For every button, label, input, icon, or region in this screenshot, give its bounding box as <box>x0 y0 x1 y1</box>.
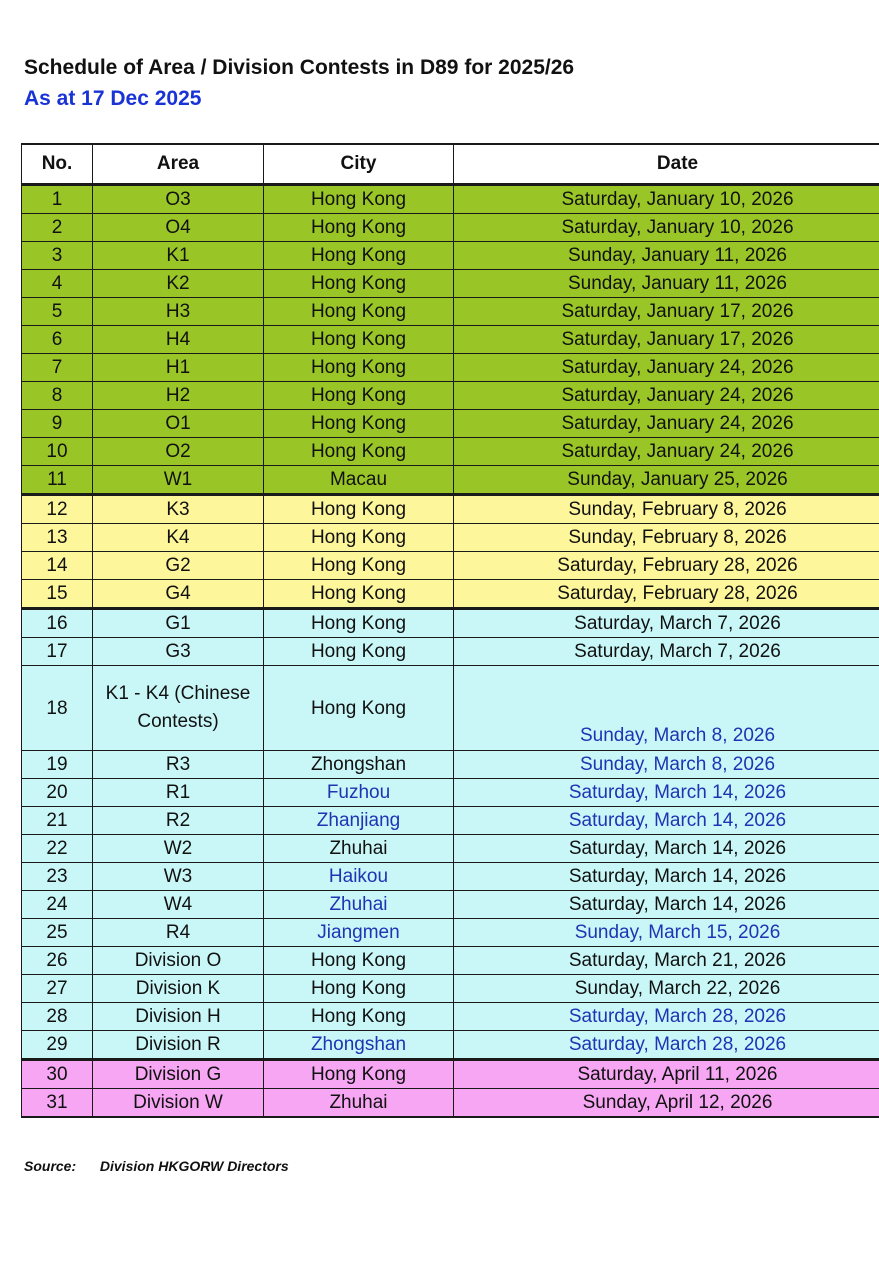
page-title: Schedule of Area / Division Contests in D89 for 2025/26 <box>24 56 575 79</box>
cell-date: Saturday, March 14, 2026 <box>454 807 879 835</box>
cell-city: Macau <box>264 466 454 495</box>
cell-date: Saturday, March 28, 2026 <box>454 1031 879 1060</box>
cell-city: Hong Kong <box>264 638 454 666</box>
cell-date: Sunday, March 22, 2026 <box>454 975 879 1003</box>
table-row <box>22 891 879 919</box>
cell-no: 24 <box>22 891 93 919</box>
table-row <box>22 552 879 580</box>
table-row <box>22 354 879 382</box>
cell-city: Zhongshan <box>264 1031 454 1060</box>
cell-city: Hong Kong <box>264 1060 454 1089</box>
cell-date: Saturday, January 24, 2026 <box>454 410 879 438</box>
cell-city: Zhuhai <box>264 1089 454 1118</box>
cell-date: Saturday, January 10, 2026 <box>454 214 879 242</box>
cell-area: K4 <box>93 524 264 552</box>
cell-no: 20 <box>22 779 93 807</box>
cell-no: 10 <box>22 438 93 466</box>
cell-area: G4 <box>93 580 264 609</box>
cell-date: Sunday, February 8, 2026 <box>454 495 879 524</box>
cell-no: 7 <box>22 354 93 382</box>
cell-area: H2 <box>93 382 264 410</box>
cell-city: Hong Kong <box>264 410 454 438</box>
cell-no: 23 <box>22 863 93 891</box>
cell-area: R1 <box>93 779 264 807</box>
cell-date: Saturday, March 21, 2026 <box>454 947 879 975</box>
cell-city: Zhuhai <box>264 835 454 863</box>
table-row <box>22 807 879 835</box>
cell-no: 16 <box>22 609 93 638</box>
table-row <box>22 975 879 1003</box>
cell-no: 26 <box>22 947 93 975</box>
cell-area: Division K <box>93 975 264 1003</box>
cell-area: R3 <box>93 751 264 779</box>
cell-date: Saturday, February 28, 2026 <box>454 580 879 609</box>
table-row <box>22 1060 879 1089</box>
cell-city: Fuzhou <box>264 779 454 807</box>
cell-city: Hong Kong <box>264 975 454 1003</box>
table-row <box>22 326 879 354</box>
cell-no: 9 <box>22 410 93 438</box>
table-row <box>22 947 879 975</box>
cell-date: Saturday, April 11, 2026 <box>454 1060 879 1089</box>
cell-date: Saturday, March 28, 2026 <box>454 1003 879 1031</box>
cell-no: 8 <box>22 382 93 410</box>
cell-date: Sunday, March 8, 2026 <box>454 666 879 751</box>
cell-no: 5 <box>22 298 93 326</box>
cell-city: Hong Kong <box>264 298 454 326</box>
cell-area: O4 <box>93 214 264 242</box>
table-row <box>22 298 879 326</box>
header-area: Area <box>93 144 264 185</box>
cell-area: W4 <box>93 891 264 919</box>
cell-date: Sunday, February 8, 2026 <box>454 524 879 552</box>
cell-area: Division W <box>93 1089 264 1118</box>
cell-date: Sunday, January 11, 2026 <box>454 270 879 298</box>
cell-area: G1 <box>93 609 264 638</box>
cell-area: Division R <box>93 1031 264 1060</box>
cell-date: Saturday, March 14, 2026 <box>454 891 879 919</box>
table-row <box>22 410 879 438</box>
cell-area: O1 <box>93 410 264 438</box>
cell-city: Zhuhai <box>264 891 454 919</box>
table-row <box>22 214 879 242</box>
cell-date: Sunday, January 11, 2026 <box>454 242 879 270</box>
cell-date: Saturday, January 24, 2026 <box>454 438 879 466</box>
cell-city: Hong Kong <box>264 524 454 552</box>
table-row <box>22 779 879 807</box>
cell-no: 3 <box>22 242 93 270</box>
cell-city: Hong Kong <box>264 354 454 382</box>
cell-city: Haikou <box>264 863 454 891</box>
cell-city: Hong Kong <box>264 609 454 638</box>
cell-city: Jiangmen <box>264 919 454 947</box>
table-row <box>22 524 879 552</box>
header-date: Date <box>454 144 879 185</box>
table-row <box>22 495 879 524</box>
cell-city: Hong Kong <box>264 438 454 466</box>
cell-city: Hong Kong <box>264 1003 454 1031</box>
cell-date: Sunday, March 15, 2026 <box>454 919 879 947</box>
cell-area: O2 <box>93 438 264 466</box>
cell-no: 22 <box>22 835 93 863</box>
cell-city: Hong Kong <box>264 185 454 214</box>
table-row <box>22 466 879 495</box>
cell-city: Hong Kong <box>264 947 454 975</box>
cell-date: Sunday, March 8, 2026 <box>454 751 879 779</box>
cell-area: H4 <box>93 326 264 354</box>
cell-area: K3 <box>93 495 264 524</box>
cell-area: Division O <box>93 947 264 975</box>
source-note <box>24 1158 289 1174</box>
cell-area: Division G <box>93 1060 264 1089</box>
cell-area: O3 <box>93 185 264 214</box>
cell-no: 1 <box>22 185 93 214</box>
cell-no: 21 <box>22 807 93 835</box>
cell-no: 12 <box>22 495 93 524</box>
table-row <box>22 242 879 270</box>
table-row <box>22 1031 879 1060</box>
cell-no: 2 <box>22 214 93 242</box>
cell-no: 6 <box>22 326 93 354</box>
cell-area: W2 <box>93 835 264 863</box>
cell-date: Saturday, March 14, 2026 <box>454 835 879 863</box>
page-subtitle: As at 17 Dec 2025 <box>24 87 202 110</box>
cell-city: Hong Kong <box>264 552 454 580</box>
cell-date: Saturday, January 24, 2026 <box>454 354 879 382</box>
cell-no: 15 <box>22 580 93 609</box>
cell-date: Saturday, January 17, 2026 <box>454 326 879 354</box>
table-row <box>22 382 879 410</box>
cell-no: 17 <box>22 638 93 666</box>
cell-no: 27 <box>22 975 93 1003</box>
cell-area: Division H <box>93 1003 264 1031</box>
cell-no: 11 <box>22 466 93 495</box>
cell-area: H3 <box>93 298 264 326</box>
cell-city: Zhongshan <box>264 751 454 779</box>
cell-city: Hong Kong <box>264 666 454 751</box>
cell-date: Sunday, April 12, 2026 <box>454 1089 879 1118</box>
table-header-row <box>22 144 879 185</box>
cell-date: Saturday, February 28, 2026 <box>454 552 879 580</box>
table-row <box>22 835 879 863</box>
cell-no: 18 <box>22 666 93 751</box>
cell-area: G2 <box>93 552 264 580</box>
table-row <box>22 751 879 779</box>
cell-city: Zhanjiang <box>264 807 454 835</box>
cell-no: 29 <box>22 1031 93 1060</box>
cell-date: Saturday, January 24, 2026 <box>454 382 879 410</box>
cell-no: 14 <box>22 552 93 580</box>
cell-date: Saturday, January 10, 2026 <box>454 185 879 214</box>
table-row <box>22 863 879 891</box>
cell-area: H1 <box>93 354 264 382</box>
cell-no: 28 <box>22 1003 93 1031</box>
cell-no: 13 <box>22 524 93 552</box>
cell-area: K1 <box>93 242 264 270</box>
table-row <box>22 1003 879 1031</box>
cell-date: Sunday, January 25, 2026 <box>454 466 879 495</box>
table-row <box>22 185 879 214</box>
cell-city: Hong Kong <box>264 242 454 270</box>
table-row <box>22 609 879 638</box>
table-row <box>22 1089 879 1118</box>
header-city: City <box>264 144 454 185</box>
cell-area: R2 <box>93 807 264 835</box>
cell-date: Saturday, March 14, 2026 <box>454 779 879 807</box>
source-value: Division HKGORW Directors <box>99 1158 289 1174</box>
cell-date: Saturday, January 17, 2026 <box>454 298 879 326</box>
cell-city: Hong Kong <box>264 326 454 354</box>
cell-area: W1 <box>93 466 264 495</box>
cell-city: Hong Kong <box>264 214 454 242</box>
cell-area: K1 - K4 (Chinese Contests) <box>93 666 264 751</box>
cell-no: 19 <box>22 751 93 779</box>
source-label: Source: <box>24 1158 77 1174</box>
cell-date: Saturday, March 7, 2026 <box>454 609 879 638</box>
table-row <box>22 638 879 666</box>
header-no: No. <box>22 144 93 185</box>
cell-date: Saturday, March 7, 2026 <box>454 638 879 666</box>
cell-city: Hong Kong <box>264 382 454 410</box>
schedule-table <box>21 143 879 1118</box>
table-row <box>22 919 879 947</box>
table-row <box>22 666 879 751</box>
cell-date: Saturday, March 14, 2026 <box>454 863 879 891</box>
cell-area: W3 <box>93 863 264 891</box>
cell-area: K2 <box>93 270 264 298</box>
table-row <box>22 580 879 609</box>
table-row <box>22 270 879 298</box>
cell-area: R4 <box>93 919 264 947</box>
cell-no: 31 <box>22 1089 93 1118</box>
cell-no: 4 <box>22 270 93 298</box>
cell-area: G3 <box>93 638 264 666</box>
cell-no: 30 <box>22 1060 93 1089</box>
cell-city: Hong Kong <box>264 270 454 298</box>
cell-city: Hong Kong <box>264 580 454 609</box>
cell-no: 25 <box>22 919 93 947</box>
table-row <box>22 438 879 466</box>
cell-city: Hong Kong <box>264 495 454 524</box>
